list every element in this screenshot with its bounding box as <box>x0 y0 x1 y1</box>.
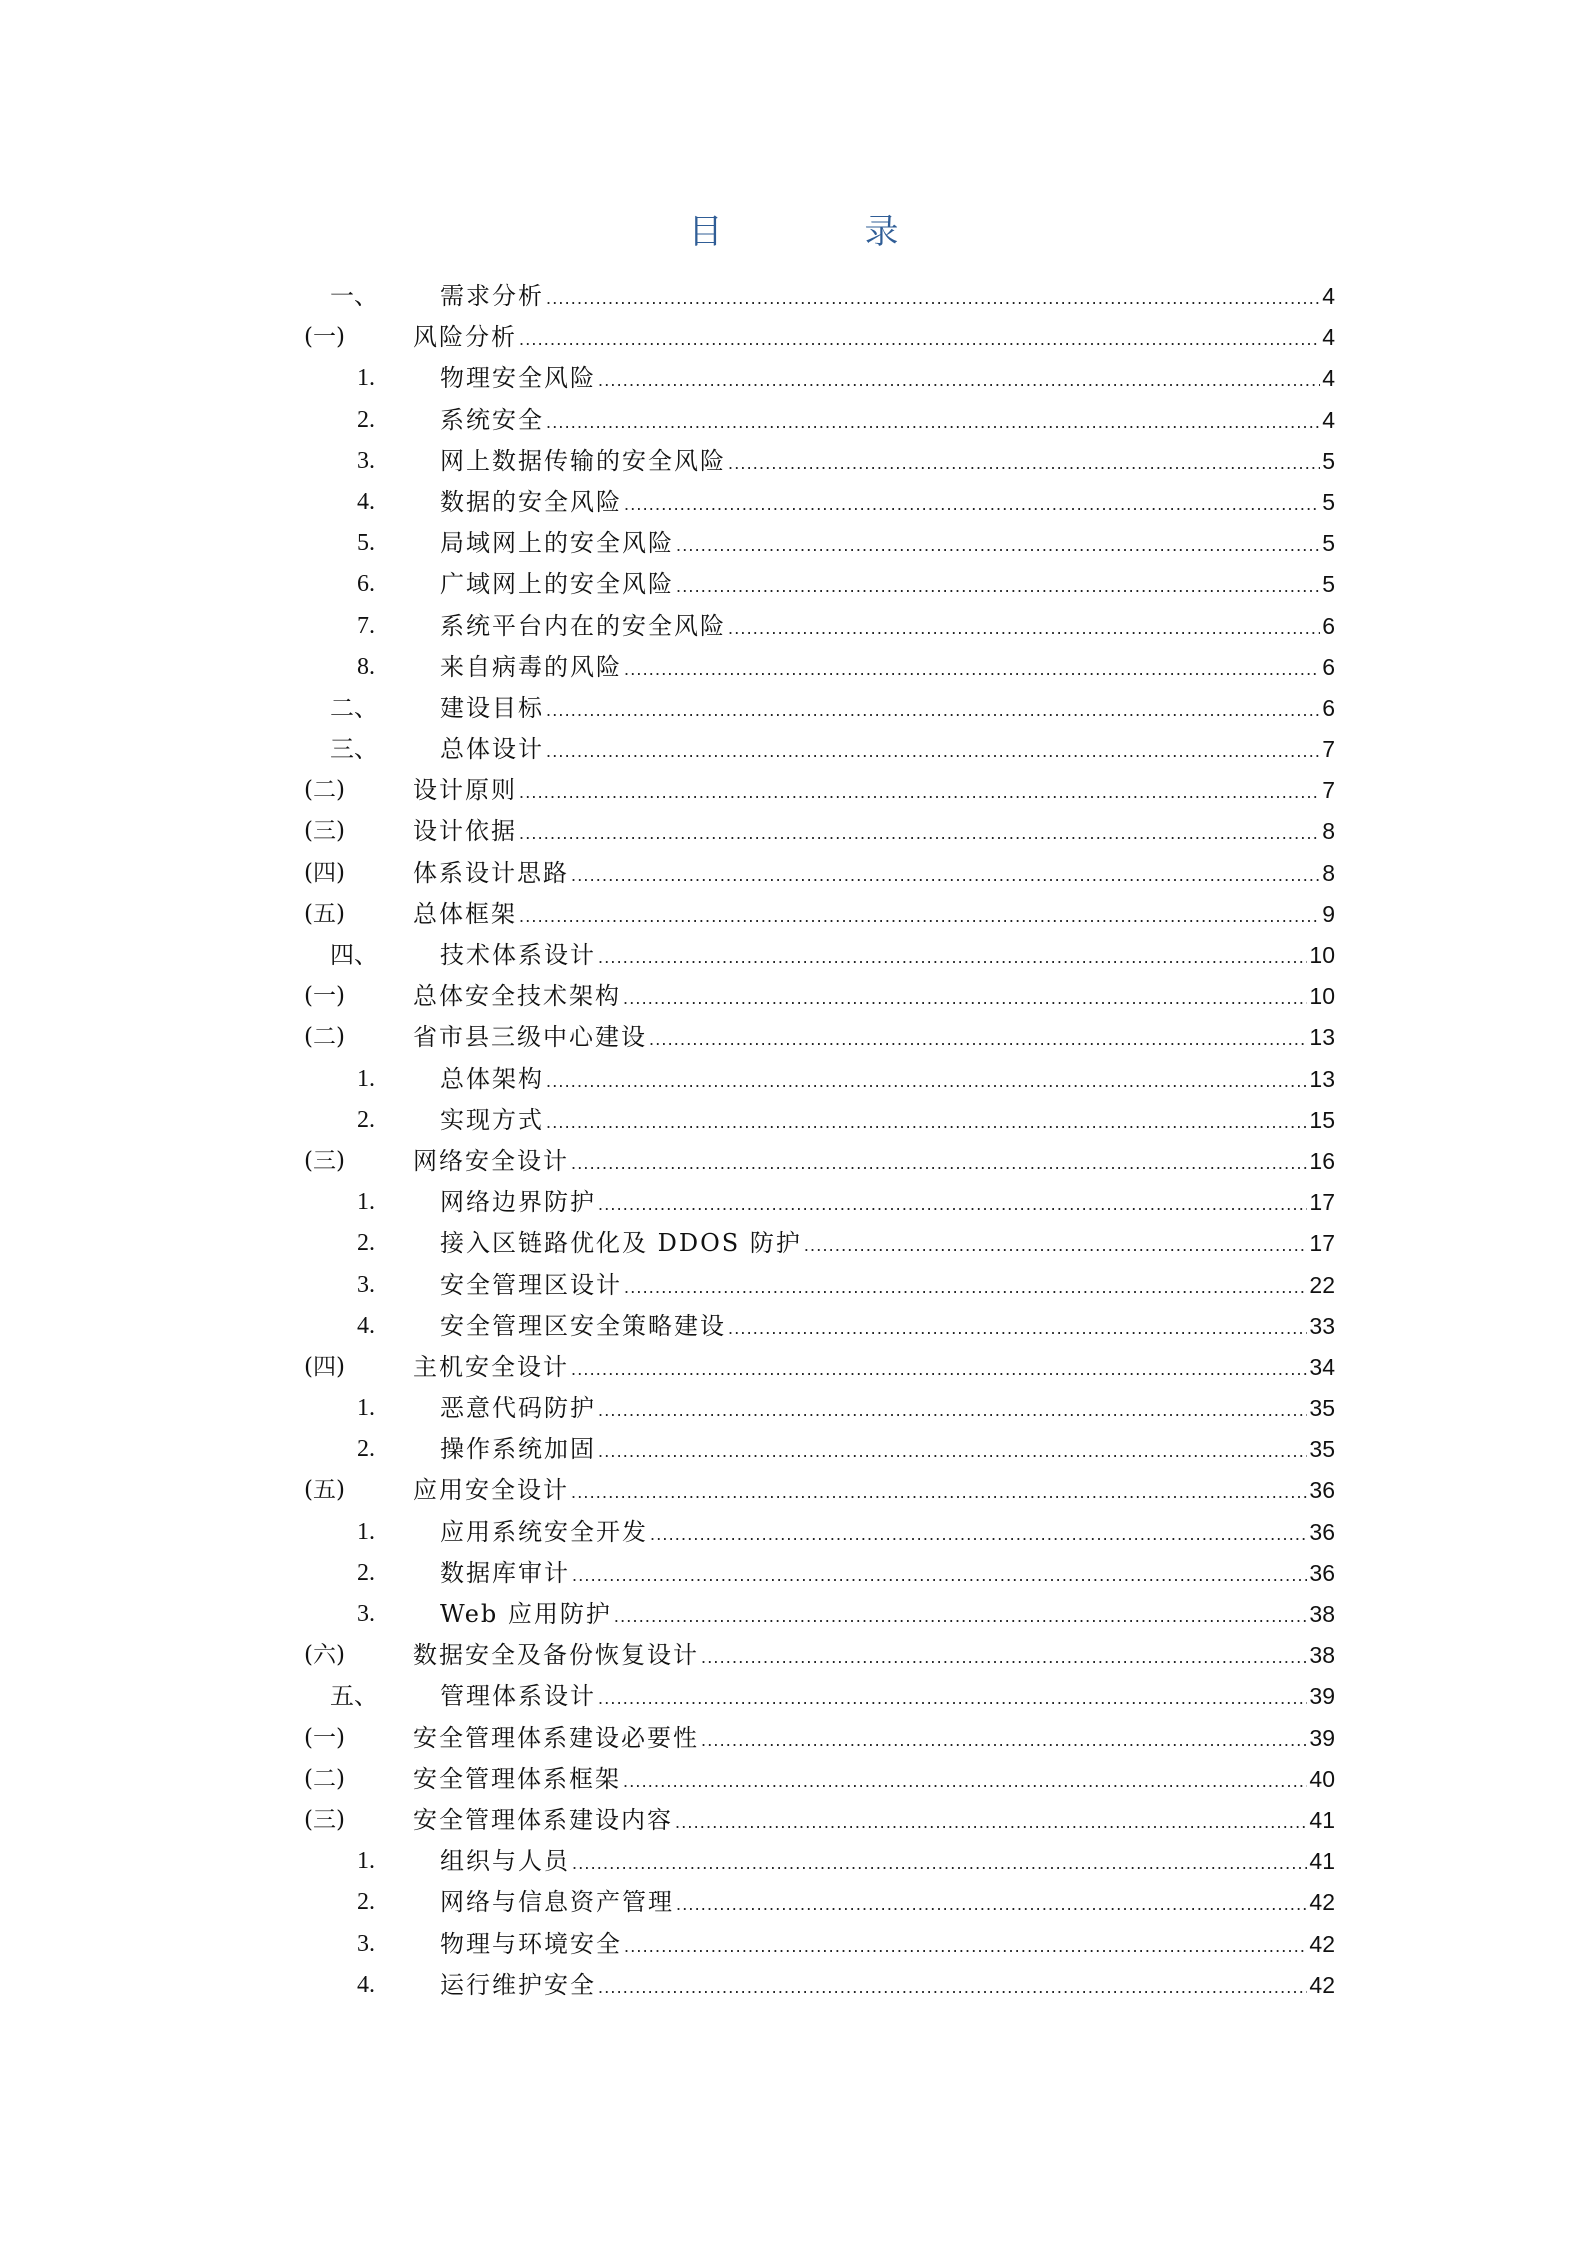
toc-entry-title[interactable]: 广域网上的安全风险 <box>440 570 674 599</box>
toc-entry-title[interactable]: 网络安全设计 <box>413 1146 569 1175</box>
toc-entry-line <box>440 1594 1335 1637</box>
toc-entry-level-2[interactable] <box>0 976 1587 1017</box>
toc-page-number[interactable]: 22 <box>1309 1271 1335 1298</box>
toc-entry-title[interactable]: 总体架构 <box>440 1064 544 1093</box>
toc-entry-level-3[interactable] <box>0 1059 1587 1100</box>
toc-page-number[interactable]: 6 <box>1322 694 1335 721</box>
toc-entry-title[interactable]: 应用安全设计 <box>413 1476 569 1505</box>
toc-entry-level-3[interactable] <box>0 564 1587 605</box>
toc-entry-number: 2. <box>357 406 375 433</box>
toc-dot-leader <box>519 772 1320 813</box>
toc-entry-level-3[interactable] <box>0 1882 1587 1923</box>
toc-entry-level-3[interactable] <box>0 1388 1587 1429</box>
toc-entry-number: 8. <box>357 653 375 680</box>
toc-page-number[interactable]: 42 <box>1309 1930 1335 1957</box>
toc-entry-number: (五) <box>304 1477 345 1504</box>
toc-page-number[interactable]: 39 <box>1309 1683 1335 1710</box>
toc-entry-line <box>413 976 1335 1019</box>
toc-entry-line <box>440 729 1335 772</box>
toc-dot-leader <box>676 1884 1307 1925</box>
toc-entry-line <box>413 1017 1335 1060</box>
toc-entry-level-2[interactable] <box>0 1635 1587 1676</box>
toc-entry-title[interactable]: 总体安全技术架构 <box>413 982 621 1011</box>
toc-page-number[interactable]: 8 <box>1322 859 1335 886</box>
toc-entry-line <box>440 935 1335 978</box>
toc-entry-number: 3. <box>357 1271 375 1298</box>
toc-entry-number: 2. <box>357 1106 375 1133</box>
toc-dot-leader <box>598 1678 1307 1719</box>
toc-entry-title[interactable]: 安全管理体系建设必要性 <box>413 1723 699 1752</box>
toc-entry-title[interactable]: 数据库审计 <box>440 1558 570 1587</box>
toc-dot-leader <box>701 1720 1307 1761</box>
toc-entry-level-2[interactable] <box>0 1718 1587 1759</box>
toc-entry-level-3[interactable] <box>0 1429 1587 1470</box>
toc-dot-leader <box>572 1555 1307 1596</box>
toc-entry-level-2[interactable] <box>0 1470 1587 1511</box>
toc-entry-number: 2. <box>357 1436 375 1463</box>
toc-entry-line <box>440 1965 1335 2008</box>
toc-entry-title[interactable]: 物理与环境安全 <box>440 1929 622 1958</box>
toc-dot-leader <box>519 896 1320 937</box>
toc-page-number[interactable]: 6 <box>1322 653 1335 680</box>
toc-entry-number: 7. <box>357 612 375 639</box>
toc-entry-number: (四) <box>304 1353 345 1380</box>
toc-entry-number: (一) <box>304 1724 345 1751</box>
toc-entry-line <box>413 770 1335 813</box>
toc-entry-number: 1. <box>357 1518 375 1545</box>
toc-page-number[interactable]: 36 <box>1309 1518 1335 1545</box>
toc-entry-level-3[interactable] <box>0 1924 1587 1965</box>
toc-dot-leader <box>624 1267 1307 1308</box>
toc-dot-leader <box>598 1184 1307 1225</box>
toc-entry-line <box>440 1553 1335 1596</box>
toc-entry-level-1[interactable] <box>0 688 1587 729</box>
toc-entry-line <box>440 688 1335 731</box>
toc-page-number[interactable]: 9 <box>1322 900 1335 927</box>
toc-page-number[interactable]: 13 <box>1309 1065 1335 1092</box>
toc-entry-title[interactable]: 建设目标 <box>440 693 544 722</box>
toc-entry-line <box>413 894 1335 937</box>
toc-page-number[interactable]: 5 <box>1322 488 1335 515</box>
toc-dot-leader <box>546 278 1320 319</box>
toc-entry-title[interactable]: 数据安全及备份恢复设计 <box>413 1641 699 1670</box>
toc-entry-title[interactable]: 安全管理区设计 <box>440 1270 622 1299</box>
toc-entry-line <box>440 606 1335 649</box>
toc-dot-leader <box>571 855 1320 896</box>
toc-page-number[interactable]: 41 <box>1309 1848 1335 1875</box>
toc-entry-number: (六) <box>304 1642 345 1669</box>
toc-entry-line <box>440 1100 1335 1143</box>
toc-entry-level-3[interactable] <box>0 1594 1587 1635</box>
toc-entry-title[interactable]: 设计依据 <box>413 817 517 846</box>
toc-dot-leader <box>598 1967 1307 2008</box>
toc-dot-leader <box>598 1431 1307 1472</box>
toc-dot-leader <box>546 1102 1307 1143</box>
toc-entry-line <box>413 1470 1335 1513</box>
toc-entry-number: (三) <box>304 1147 345 1174</box>
toc-entry-title[interactable]: 局域网上的安全风险 <box>440 529 674 558</box>
toc-dot-leader <box>728 608 1320 649</box>
toc-entry-number: 四、 <box>330 941 378 969</box>
toc-entry-title[interactable]: 省市县三级中心建设 <box>413 1023 647 1052</box>
toc-entry-title[interactable]: 物理安全风险 <box>440 364 596 393</box>
toc-entry-line <box>440 1924 1335 1967</box>
toc-dot-leader <box>676 525 1320 566</box>
toc-entry-level-3[interactable] <box>0 441 1587 482</box>
toc-entry-number: (二) <box>304 1765 345 1792</box>
toc-title: 目 录 <box>688 212 953 252</box>
toc-page-number[interactable]: 6 <box>1322 612 1335 639</box>
toc-dot-leader <box>571 1349 1307 1390</box>
toc-entry-number: 1. <box>357 1189 375 1216</box>
toc-entry-line <box>440 1676 1335 1719</box>
toc-page-number[interactable]: 42 <box>1309 1971 1335 1998</box>
toc-entry-title[interactable]: 安全管理体系建设内容 <box>413 1805 673 1834</box>
toc-dot-leader <box>546 402 1320 443</box>
toc-entry-level-3[interactable] <box>0 1223 1587 1264</box>
toc-entry-title[interactable]: 安全管理区安全策略建设 <box>440 1311 726 1340</box>
toc-entry-level-2[interactable] <box>0 1800 1587 1841</box>
toc-entry-level-2[interactable] <box>0 1141 1587 1182</box>
toc-entry-number: (五) <box>304 900 345 927</box>
toc-entry-number: 2. <box>357 1889 375 1916</box>
toc-entry-number: 五、 <box>330 1682 378 1711</box>
toc-entry-number: 三、 <box>330 735 378 764</box>
toc-dot-leader <box>623 978 1307 1019</box>
toc-page-number[interactable]: 7 <box>1322 736 1335 763</box>
toc-entry-number: 1. <box>357 1848 375 1875</box>
toc-entry-line <box>413 1141 1335 1184</box>
toc-page-number[interactable]: 5 <box>1322 530 1335 557</box>
toc-entry-level-1[interactable] <box>0 729 1587 770</box>
toc-page-number[interactable]: 36 <box>1309 1477 1335 1504</box>
toc-entry-title[interactable]: 组织与人员 <box>440 1847 570 1876</box>
toc-entry-number: (四) <box>304 859 345 886</box>
toc-dot-leader <box>649 1019 1307 1060</box>
toc-entry-title[interactable]: 来自病毒的风险 <box>440 652 622 681</box>
toc-page-number[interactable]: 36 <box>1309 1559 1335 1586</box>
toc-entry-number: 5. <box>357 530 375 557</box>
toc-entry-level-2[interactable] <box>0 770 1587 811</box>
toc-entry-line <box>440 523 1335 566</box>
toc-page-number[interactable]: 35 <box>1309 1395 1335 1422</box>
toc-entry-title[interactable]: 操作系统加固 <box>440 1435 596 1464</box>
toc-entry-title[interactable]: 主机安全设计 <box>413 1352 569 1381</box>
toc-entry-line <box>413 811 1335 854</box>
toc-dot-leader <box>728 443 1320 484</box>
toc-entry-level-3[interactable] <box>0 482 1587 523</box>
toc-entry-title[interactable]: 网络与信息资产管理 <box>440 1888 674 1917</box>
toc-page-number[interactable]: 34 <box>1309 1353 1335 1380</box>
toc-entry-line <box>440 358 1335 401</box>
toc-page-number[interactable]: 8 <box>1322 818 1335 845</box>
toc-entry-level-3[interactable] <box>0 1182 1587 1223</box>
toc-page-number[interactable]: 16 <box>1309 1147 1335 1174</box>
toc-page-number[interactable]: 40 <box>1309 1765 1335 1792</box>
toc-dot-leader <box>624 649 1320 690</box>
toc-entry-number: 1. <box>357 1395 375 1422</box>
toc-entry-line <box>413 1347 1335 1390</box>
toc-entry-level-2[interactable] <box>0 1347 1587 1388</box>
toc-entry-line <box>440 482 1335 525</box>
toc-entry-line <box>440 1059 1335 1102</box>
toc-entry-number: (一) <box>304 983 345 1010</box>
toc-entry-title[interactable]: 应用系统安全开发 <box>440 1517 648 1546</box>
toc-entry-number: 一、 <box>330 282 378 310</box>
toc-entry-title[interactable]: 设计原则 <box>413 776 517 805</box>
toc-page-number[interactable]: 41 <box>1309 1806 1335 1833</box>
toc-page-number[interactable]: 7 <box>1322 777 1335 804</box>
toc-entry-level-3[interactable] <box>0 1553 1587 1594</box>
toc-dot-leader <box>546 1061 1307 1102</box>
toc-page-number[interactable]: 10 <box>1309 983 1335 1010</box>
toc-page-number[interactable]: 17 <box>1309 1230 1335 1257</box>
toc-page-number[interactable]: 4 <box>1322 406 1335 433</box>
toc-entry-line <box>440 400 1335 443</box>
toc-entry-number: 1. <box>357 1065 375 1092</box>
toc-entry-line <box>440 1306 1335 1349</box>
toc-page-number[interactable]: 42 <box>1309 1889 1335 1916</box>
toc-entry-line <box>413 1718 1335 1761</box>
toc-entry-line <box>440 276 1335 319</box>
toc-entry-title[interactable]: 数据的安全风险 <box>440 487 622 516</box>
toc-dot-leader <box>571 1472 1307 1513</box>
toc-entry-line <box>440 564 1335 607</box>
toc-dot-leader <box>519 319 1320 360</box>
toc-page-number[interactable]: 15 <box>1309 1106 1335 1133</box>
toc-entry-number: 二、 <box>330 693 378 722</box>
toc-dot-leader <box>701 1637 1307 1678</box>
toc-page-number[interactable]: 10 <box>1309 942 1335 968</box>
toc-entry-level-3[interactable] <box>0 523 1587 564</box>
toc-entry-line <box>413 1800 1335 1843</box>
table-of-contents <box>0 276 1587 2006</box>
toc-entry-number: (一) <box>304 324 345 351</box>
toc-dot-leader <box>675 1802 1307 1843</box>
toc-entry-number: 4. <box>357 1971 375 1998</box>
toc-entry-title[interactable]: 系统安全 <box>440 405 544 434</box>
toc-entry-title[interactable]: 网络边界防护 <box>440 1188 596 1217</box>
toc-entry-title[interactable]: Web 应用防护 <box>440 1600 612 1628</box>
toc-page-number[interactable]: 39 <box>1309 1724 1335 1751</box>
toc-entry-title[interactable]: 运行维护安全 <box>440 1970 596 1999</box>
toc-page-number[interactable]: 5 <box>1322 447 1335 474</box>
toc-entry-level-3[interactable] <box>0 1100 1587 1141</box>
toc-dot-leader <box>728 1308 1307 1349</box>
toc-entry-line <box>440 1841 1335 1884</box>
toc-dot-leader <box>519 813 1320 854</box>
toc-entry-number: (二) <box>304 1024 345 1051</box>
toc-entry-level-2[interactable] <box>0 1017 1587 1058</box>
toc-entry-level-3[interactable] <box>0 1841 1587 1882</box>
toc-entry-number: 4. <box>357 488 375 515</box>
toc-entry-line <box>440 1182 1335 1225</box>
toc-entry-line <box>413 317 1335 360</box>
toc-entry-title[interactable]: 安全管理体系框架 <box>413 1764 621 1793</box>
toc-entry-number: (三) <box>304 1806 345 1833</box>
toc-entry-line <box>440 1388 1335 1431</box>
toc-entry-level-1[interactable] <box>0 935 1587 976</box>
toc-entry-line <box>440 1512 1335 1555</box>
toc-entry-level-3[interactable] <box>0 1306 1587 1347</box>
toc-entry-level-3[interactable] <box>0 358 1587 399</box>
toc-entry-line <box>413 853 1335 896</box>
toc-entry-level-3[interactable] <box>0 1512 1587 1553</box>
toc-entry-level-2[interactable] <box>0 317 1587 358</box>
toc-entry-level-2[interactable] <box>0 853 1587 894</box>
toc-entry-title[interactable]: 需求分析 <box>440 282 544 310</box>
toc-page-number[interactable]: 35 <box>1309 1436 1335 1463</box>
toc-entry-line <box>440 1265 1335 1308</box>
toc-entry-level-1[interactable] <box>0 276 1587 317</box>
toc-entry-level-3[interactable] <box>0 647 1587 688</box>
toc-entry-number: 2. <box>357 1230 375 1257</box>
toc-entry-title[interactable]: 总体框架 <box>413 899 517 928</box>
toc-dot-leader <box>623 1761 1307 1802</box>
toc-dot-leader <box>624 1926 1307 1967</box>
toc-dot-leader <box>676 566 1320 607</box>
toc-entry-number: 3. <box>357 1601 375 1627</box>
toc-entry-number: 2. <box>357 1559 375 1586</box>
toc-entry-title[interactable]: 网上数据传输的安全风险 <box>440 446 726 475</box>
toc-dot-leader <box>571 1143 1307 1184</box>
toc-dot-leader <box>614 1596 1308 1637</box>
toc-entry-line <box>440 441 1335 484</box>
toc-entry-number: (三) <box>304 818 345 845</box>
toc-dot-leader <box>598 1390 1307 1431</box>
toc-entry-level-3[interactable] <box>0 1965 1587 2006</box>
toc-entry-level-2[interactable] <box>0 1759 1587 1800</box>
toc-page-number[interactable]: 13 <box>1309 1024 1335 1051</box>
toc-entry-title[interactable]: 系统平台内在的安全风险 <box>440 611 726 640</box>
toc-entry-level-3[interactable] <box>0 606 1587 647</box>
toc-dot-leader <box>598 937 1307 978</box>
toc-page-number[interactable]: 4 <box>1322 283 1335 309</box>
toc-dot-leader <box>546 731 1320 772</box>
toc-entry-title[interactable]: 体系设计思路 <box>413 858 569 887</box>
toc-entry-number: 1. <box>357 365 375 392</box>
toc-page-number[interactable]: 33 <box>1309 1312 1335 1339</box>
toc-entry-level-3[interactable] <box>0 400 1587 441</box>
toc-dot-leader <box>624 484 1320 525</box>
toc-page-number[interactable]: 5 <box>1322 571 1335 598</box>
toc-entry-number: 3. <box>357 1930 375 1957</box>
toc-entry-level-1[interactable] <box>0 1676 1587 1717</box>
toc-entry-number: (二) <box>304 777 345 804</box>
toc-entry-title[interactable]: 接入区链路优化及 DDOS 防护 <box>440 1229 802 1258</box>
toc-entry-title[interactable]: 实现方式 <box>440 1105 544 1134</box>
toc-entry-title[interactable]: 风险分析 <box>413 323 517 352</box>
toc-page-number[interactable]: 4 <box>1322 324 1335 351</box>
toc-entry-number: 4. <box>357 1312 375 1339</box>
toc-entry-level-2[interactable] <box>0 811 1587 852</box>
toc-entry-title[interactable]: 恶意代码防护 <box>440 1394 596 1423</box>
toc-entry-level-3[interactable] <box>0 1265 1587 1306</box>
toc-entry-title[interactable]: 总体设计 <box>440 735 544 764</box>
toc-page-number[interactable]: 38 <box>1309 1601 1335 1627</box>
toc-entry-line <box>440 1429 1335 1472</box>
toc-entry-line <box>413 1759 1335 1802</box>
toc-entry-line <box>440 647 1335 690</box>
toc-page-number[interactable]: 38 <box>1309 1642 1335 1669</box>
toc-entry-line <box>440 1223 1335 1266</box>
toc-dot-leader <box>572 1843 1307 1884</box>
toc-dot-leader <box>598 360 1320 401</box>
toc-page-number[interactable]: 4 <box>1322 365 1335 392</box>
toc-entry-title[interactable]: 技术体系设计 <box>440 941 596 969</box>
toc-page-number[interactable]: 17 <box>1309 1189 1335 1216</box>
toc-dot-leader <box>804 1225 1308 1266</box>
toc-dot-leader <box>650 1514 1307 1555</box>
toc-entry-number: 6. <box>357 571 375 598</box>
toc-dot-leader <box>546 690 1320 731</box>
toc-entry-line <box>413 1635 1335 1678</box>
toc-entry-number: 3. <box>357 447 375 474</box>
toc-entry-line <box>440 1882 1335 1925</box>
toc-entry-level-2[interactable] <box>0 894 1587 935</box>
toc-entry-title[interactable]: 管理体系设计 <box>440 1682 596 1711</box>
